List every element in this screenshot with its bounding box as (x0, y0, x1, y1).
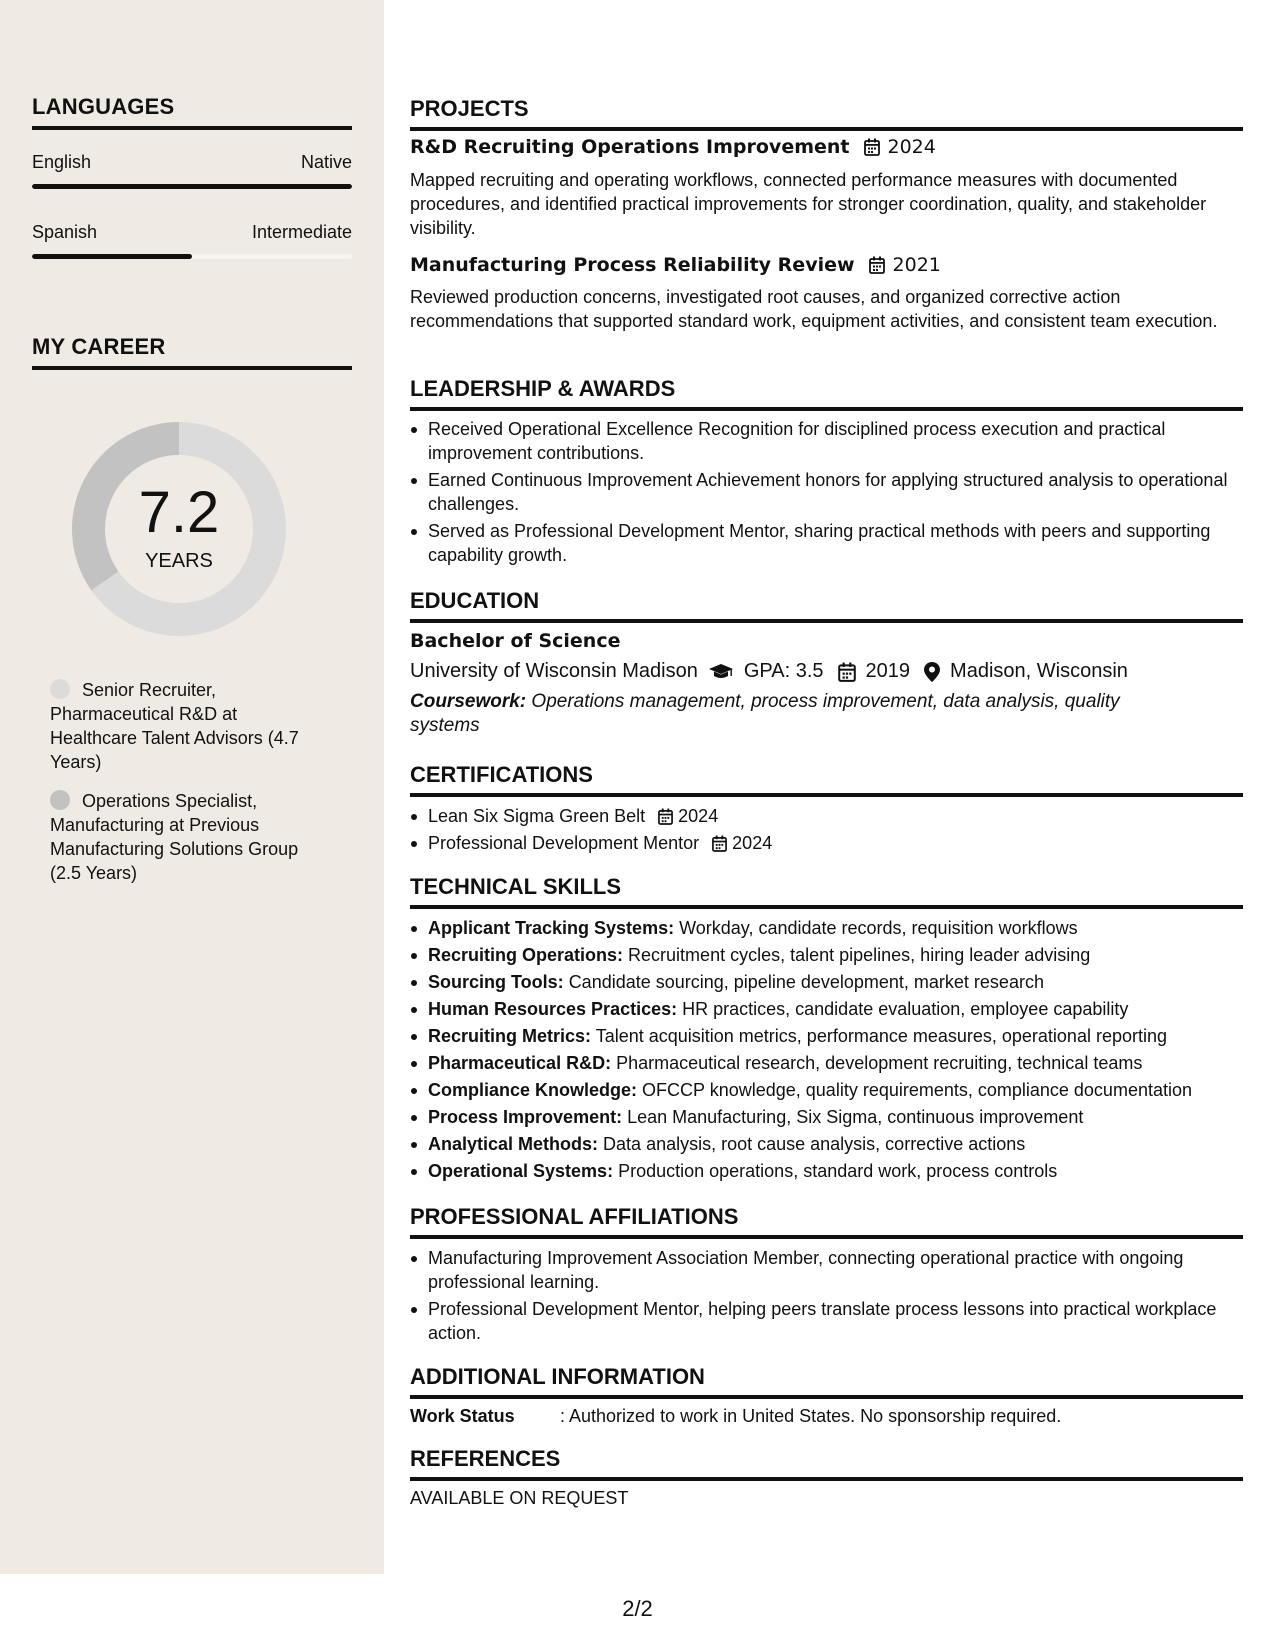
skill-label: Recruiting Operations: (428, 945, 624, 965)
graduation-cap-icon (708, 663, 734, 681)
language-level: Native (300, 152, 352, 172)
affiliations-list (410, 1246, 1243, 1345)
certification-year: 2024 (732, 833, 773, 853)
project-title-row (410, 254, 1243, 276)
education-heading: EDUCATION (410, 588, 1243, 623)
skill-item (410, 916, 1243, 940)
skill-label: Recruiting Metrics: (428, 1026, 592, 1046)
skill-value: Workday, candidate records, requisition workflows (679, 918, 1078, 938)
references-heading: REFERENCES (410, 1446, 1243, 1481)
skill-label: Applicant Tracking Systems: (428, 918, 675, 938)
skill-label: Compliance Knowledge: (428, 1080, 638, 1100)
list-item (410, 831, 1243, 855)
project-description: Reviewed production concerns, investigated root causes, and organized corrective action recommendations that supported standard work, equipment activities, and consistent team execution. (410, 287, 1218, 331)
education-location: Madison, Wisconsin (950, 660, 1128, 682)
page-number: 2/2 (622, 1596, 653, 1621)
leadership-list (410, 417, 1243, 567)
project-title-row (410, 136, 1243, 158)
skill-label: Pharmaceutical R&D: (428, 1053, 612, 1073)
language-row-english (32, 152, 352, 173)
degree: Bachelor of Science (410, 630, 621, 652)
work-status-label: Work Status (410, 1406, 515, 1426)
language-row-spanish (32, 222, 352, 243)
calendar-icon (712, 835, 727, 852)
skill-value: Data analysis, root cause analysis, corrective actions (603, 1134, 1026, 1154)
languages-heading: LANGUAGES (32, 94, 352, 130)
project-title: Manufacturing Process Reliability Review (410, 254, 855, 276)
skill-label: Analytical Methods: (428, 1134, 599, 1154)
language-name: Spanish (32, 222, 98, 242)
skill-value: Talent acquisition metrics, performance measures, operational reporting (595, 1026, 1167, 1046)
career-item-text: Operations Specialist, Manufacturing at Previous Manufacturing Solutions Group (2.5 Years) (50, 791, 299, 883)
project-year: 2021 (892, 254, 941, 276)
list-item: Earned Continuous Improvement Achievement honors for applying structured analysis to operational challenges. (410, 468, 1243, 516)
skill-value: Lean Manufacturing, Six Sigma, continuous improvement (627, 1107, 1084, 1127)
project-description: Mapped recruiting and operating workflows, connected performance measures with documented procedures, and identified practical improvements for stronger coordination, quality, and stakeholder visibility. (410, 170, 1207, 238)
graduation-year: 2019 (865, 660, 911, 682)
list-item: Received Operational Excellence Recognition for disciplined process execution and practical improvement contributions. (410, 417, 1243, 465)
skill-item (410, 1051, 1243, 1075)
skill-value: Candidate sourcing, pipeline development, market research (568, 972, 1044, 992)
coursework (410, 690, 1190, 738)
work-status-value: : Authorized to work in United States. No sponsorship required. (560, 1406, 1062, 1426)
skill-label: Sourcing Tools: (428, 972, 564, 992)
project-year: 2024 (887, 136, 936, 158)
certifications-list (410, 804, 1243, 855)
skill-item (410, 1105, 1243, 1129)
career-item-text: Senior Recruiter, Pharmaceutical R&D at Healthcare Talent Advisors (4.7 Years) (50, 680, 299, 772)
language-level: Intermediate (251, 222, 352, 242)
language-bar-english (32, 184, 352, 189)
list-item: Professional Development Mentor, helping peers translate process lessons into practical workplace action. (410, 1297, 1243, 1345)
skill-value: OFCCP knowledge, quality requirements, compliance documentation (642, 1080, 1192, 1100)
legend-dot (50, 679, 70, 699)
leadership-heading: LEADERSHIP & AWARDS (410, 376, 1243, 411)
language-bar-fill (32, 254, 192, 259)
skill-label: Operational Systems: (428, 1161, 614, 1181)
skill-value: HR practices, candidate evaluation, employee capability (682, 999, 1129, 1019)
language-bar-fill (32, 184, 352, 189)
list-item: Manufacturing Improvement Association Member, connecting operational practice with ongoing professional learning. (410, 1246, 1243, 1294)
career-total-unit: YEARS (145, 550, 213, 572)
legend-dot (50, 790, 70, 810)
skill-item (410, 970, 1243, 994)
skills-heading: TECHNICAL SKILLS (410, 874, 1243, 909)
skill-item (410, 1132, 1243, 1156)
references-text: AVAILABLE ON REQUEST (410, 1488, 629, 1508)
list-item (410, 804, 1243, 828)
language-bar-spanish (32, 254, 352, 259)
skill-item (410, 997, 1243, 1021)
certification-name: Lean Six Sigma Green Belt (428, 806, 646, 826)
list-item: Served as Professional Development Mentor, sharing practical methods with peers and supporting capability growth. (410, 519, 1243, 567)
skills-list (410, 916, 1243, 1186)
skill-label: Human Resources Practices: (428, 999, 678, 1019)
certification-name: Professional Development Mentor (428, 833, 700, 853)
career-item (50, 678, 320, 774)
career-donut-chart (66, 416, 292, 642)
skill-item (410, 1078, 1243, 1102)
skill-item (410, 1024, 1243, 1048)
language-name: English (32, 152, 92, 172)
coursework-text: Operations management, process improvement, data analysis, quality systems (410, 691, 1120, 736)
skill-label: Process Improvement: (428, 1107, 623, 1127)
skill-value: Production operations, standard work, process controls (618, 1161, 1058, 1181)
project-title: R&D Recruiting Operations Improvement (410, 136, 850, 158)
skill-value: Pharmaceutical research, development recruiting, technical teams (616, 1053, 1143, 1073)
certification-year: 2024 (678, 806, 719, 826)
affiliations-heading: PROFESSIONAL AFFILIATIONS (410, 1204, 1243, 1239)
career-total-value: 7.2 (138, 480, 220, 545)
projects-heading: PROJECTS (410, 96, 1243, 131)
certifications-heading: CERTIFICATIONS (410, 762, 1243, 797)
skill-value: Recruitment cycles, talent pipelines, hiring leader advising (628, 945, 1091, 965)
gpa: GPA: 3.5 (743, 660, 824, 682)
career-item (50, 789, 320, 885)
school-name: University of Wisconsin Madison (410, 660, 698, 682)
sidebar (0, 0, 384, 1574)
calendar-icon (838, 662, 856, 682)
additional-info-heading: ADDITIONAL INFORMATION (410, 1364, 1243, 1399)
location-pin-icon (924, 662, 940, 682)
calendar-icon (864, 138, 880, 156)
skill-item (410, 1159, 1243, 1183)
calendar-icon (869, 256, 885, 274)
work-status-row (410, 1406, 1243, 1427)
calendar-icon (658, 808, 673, 825)
education-details (410, 660, 1243, 683)
coursework-label: Coursework: (410, 691, 527, 712)
career-heading: MY CAREER (32, 334, 352, 370)
skill-item (410, 943, 1243, 967)
